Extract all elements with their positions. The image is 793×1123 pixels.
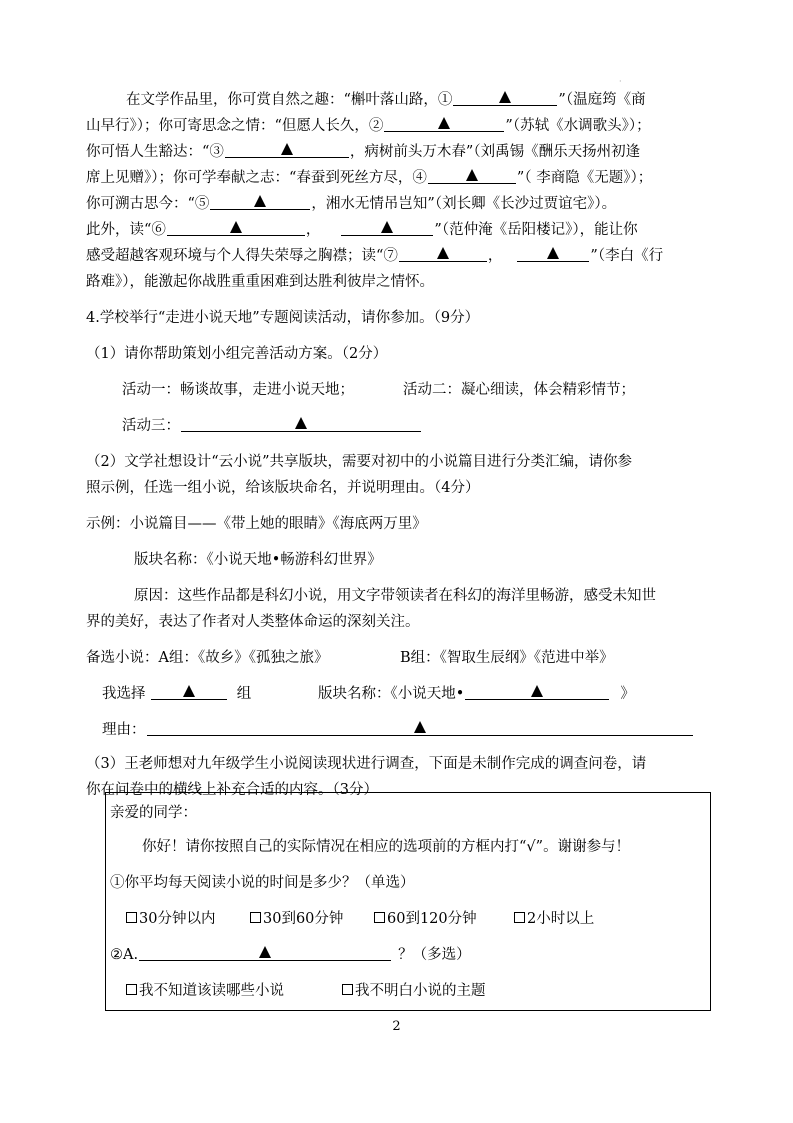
q1-option-1[interactable]: 30分钟以内 [126,907,215,928]
options-b: B组：《智取生辰纲》《范进中举》 [400,650,614,666]
activity-1: 活动一：畅谈故事，走进小说天地； [122,382,354,398]
checkbox[interactable] [514,912,525,923]
page-number: 2 [392,1019,401,1034]
triangle-marker-icon [531,685,543,697]
blank-2[interactable] [384,116,504,132]
blank-7b[interactable] [517,246,589,262]
triangle-marker-icon [281,143,293,155]
activity-2: 活动二：凝心细读，体会精彩情节； [403,382,635,398]
section-name-blank[interactable] [465,684,609,700]
triangle-marker-icon [414,721,426,733]
blank-6a[interactable] [167,220,305,236]
blank-5[interactable] [210,194,310,210]
para-line-6: 此外，读“⑥ ， ”（范仲淹《岳阳楼记》），能让你 [86,222,638,238]
q1-option-2[interactable]: 30到60分钟 [250,907,343,928]
checkbox[interactable] [126,912,137,923]
q4-part1-title: （1）请你帮助策划小组完善活动方案。（2分） [86,346,388,362]
activity-3-blank[interactable] [181,416,421,432]
reason-blank[interactable] [147,720,693,736]
para-line-8: 路难》），能激起你战胜重重困难到达胜利彼岸之情怀。 [86,274,434,290]
blank-3[interactable] [225,142,349,158]
q1-option-4[interactable]: 2小时以上 [514,907,594,928]
triangle-marker-icon [183,685,195,697]
para-line-2: 山早行》）；你可寄思念之情：“但愿人长久，② ”（苏轼《水调歌头》）； [86,118,651,134]
survey-question-1: ①你平均每天阅读小说的时间是多少？（单选） [110,875,415,891]
checkbox[interactable] [126,984,137,995]
activity-3: 活动三： [122,414,422,435]
para-line-4: 席上见赠》）；你可学奉献之志：“春蚕到死丝方尽，④ ”（ 李商隐《无题》）； [86,170,653,186]
triangle-marker-icon [499,91,511,103]
survey-box [105,792,711,1011]
reason-line-2: 界的美好，表达了作者对人类整体命运的深刻关注。 [86,614,420,630]
q4-part3-line-2: 你在问卷中的横线上补充合适的内容。（3分） [86,782,378,798]
checkbox[interactable] [250,912,261,923]
checkbox[interactable] [342,984,353,995]
q4-part2-line-2: 照示例，任选一组小说，给该版块命名，并说明理由。（4分） [86,480,480,496]
survey-intro: 你好！请你按照自己的实际情况在相应的选项前的方框内打“√”。谢谢参与！ [142,839,631,855]
blank-4[interactable] [428,168,516,184]
survey-question-2: ②A. ？（多选） [110,947,471,963]
section-name-line: 版块名称：《小说天地• 》 [318,686,635,702]
options-a: 备选小说：A组：《故乡》《孤独之旅》 [86,650,329,666]
para-line-7: 感受超越客观环境与个人得失荣辱之胸襟；读“⑦ ， ”（李白《行 [86,248,664,264]
triangle-marker-icon [230,221,242,233]
blank-6b[interactable] [341,220,433,236]
triangle-marker-icon [295,417,307,429]
blank-7a[interactable] [399,246,487,262]
survey-question-2-blank[interactable] [139,945,391,961]
checkbox[interactable] [374,912,385,923]
reason-line-1: 原因：这些作品都是科幻小说，用文字带领读者在科幻的海洋里畅游，感受未知世 [134,588,656,604]
para-line-5: 你可溯古思今：“⑤ ，湘水无情吊岂知”（刘长卿《长沙过贾谊宅》）。 [86,196,617,212]
triangle-marker-icon [437,247,449,259]
group-blank[interactable] [151,684,227,700]
triangle-marker-icon [438,117,450,129]
survey-greeting: 亲爱的同学： [110,805,197,821]
q2-option-1[interactable]: 我不知道该读哪些小说 [126,979,284,1000]
triangle-marker-icon [547,247,559,259]
reason-answer-line: 理由： [102,718,694,739]
triangle-marker-icon [254,195,266,207]
blank-1[interactable] [453,90,557,106]
example-name: 版块名称：《小说天地•畅游科幻世界》 [134,552,382,568]
q4-part3-line-1: （3）王老师想对九年级学生小说阅读现状进行调查，下面是未制作完成的调查问卷，请 [86,756,647,772]
speck: · [619,77,622,86]
para-line-1: 在文学作品里，你可赏自然之趣：“槲叶落山路，① ”（温庭筠《商 [126,92,646,108]
example-line: 示例：小说篇目——《带上她的眼睛》《海底两万里》 [86,516,427,532]
triangle-marker-icon [381,221,393,233]
q4-title: 4.学校举行“走进小说天地”专题阅读活动，请你参加。（9分） [86,310,480,326]
choose-line: 我选择 组 [102,686,252,702]
q4-part2-line-1: （2）文学社想设计“云小说”共享版块，需要对初中的小说篇目进行分类汇编，请你参 [86,454,633,470]
q1-option-3[interactable]: 60到120分钟 [374,907,477,928]
q2-option-2[interactable]: 我不明白小说的主题 [342,979,486,1000]
triangle-marker-icon [259,946,271,958]
para-line-3: 你可悟人生豁达：“③ ，病树前头万木春”（刘禹锡《酬乐天扬州初逢 [86,144,641,160]
triangle-marker-icon [466,169,478,181]
